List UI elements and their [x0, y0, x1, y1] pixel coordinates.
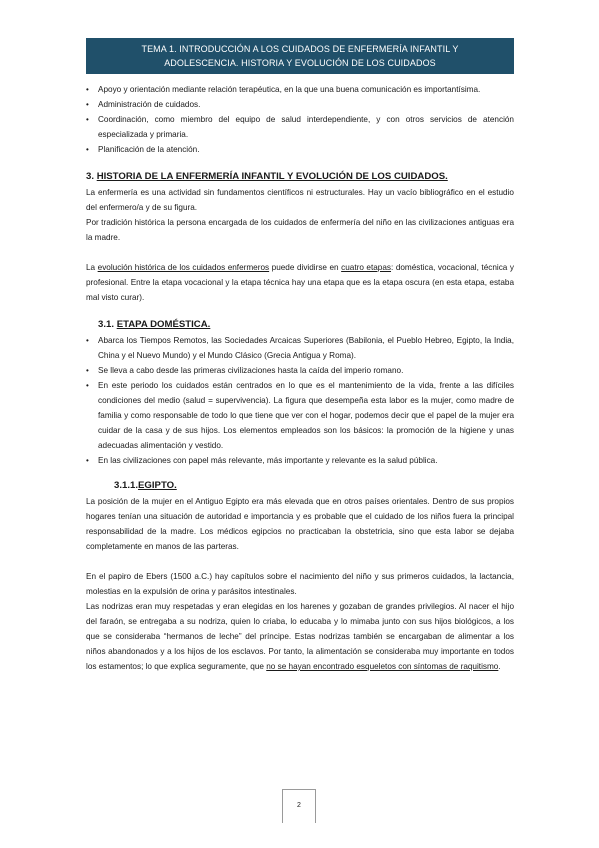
- section-3-1-1-paragraph-3: [86, 599, 514, 674]
- paragraph-text: La: [86, 263, 98, 272]
- list-item-text: Apoyo y orientación mediante relación terapéutica, en la que una buena comunicación es importantísima.: [98, 85, 481, 94]
- bullet-icon: •: [86, 85, 89, 94]
- bullet-icon: •: [86, 115, 89, 124]
- header-title-line-2: ADOLESCENCIA. HISTORIA Y EVOLUCIÓN DE LOS CUIDADOS: [164, 58, 436, 68]
- list-item: [86, 378, 514, 453]
- list-item-text: Planificación de la atención.: [98, 145, 200, 154]
- section-3-1-heading: [86, 317, 514, 333]
- section-3-1-1-title: EGIPTO.: [138, 480, 177, 491]
- paragraph-text: puede dividirse en: [269, 263, 342, 272]
- list-item-text: Se lleva a cabo desde las primeras civilizaciones hasta la caída del imperio romano.: [98, 366, 404, 375]
- paragraph-text: : doméstica, vocacional, técnica y profesional. Entre la etapa vocacional y la etapa técnica hay una etapa que es la etapa oscura (en esta etapa, estaba mal visto curar).: [86, 263, 514, 302]
- bullet-icon: •: [86, 366, 89, 375]
- list-item-text: Abarca los Tiempos Remotos, las Sociedades Arcaicas Superiores (Babilonia, el Pueblo Hebreo, Egipto, la India, China y el Nuevo Mundo) y el Mundo Clásico (Grecia Antigua y Roma).: [98, 336, 514, 360]
- list-item: [86, 142, 514, 157]
- section-3-title: HISTORIA DE LA ENFERMERÍA INFANTIL Y EVOLUCIÓN DE LOS CUIDADOS.: [96, 171, 448, 182]
- underlined-text: no se hayan encontrado esqueletos con síntomas de raquitismo: [266, 662, 499, 671]
- bullet-icon: •: [86, 100, 89, 109]
- bullet-icon: •: [86, 336, 89, 345]
- list-item: [86, 363, 514, 378]
- document-header-banner: [86, 38, 514, 74]
- document-body: [86, 82, 514, 674]
- section-3-1-1-number: 3.1.1.: [114, 480, 139, 491]
- header-title-line-1: TEMA 1. INTRODUCCIÓN A LOS CUIDADOS DE ENFERMERÍA INFANTIL Y: [141, 44, 459, 54]
- paragraph-text: Las nodrizas eran muy respetadas y eran elegidas en los harenes y gozaban de grandes privilegios. Al nacer el hijo del faraón, se entregaba a su nodriza, quien lo criaba, lo educaba y lo mimaba junto con sus hijos biológicos, a los que se consideraba “hermanos de leche” del príncipe. Estas nodrizas también se encargaban de alimentar a los niños abandonados y a los hijos de los esclavos. Por tanto, la alimentación se consideraba muy importante en todos los estamentos; lo que explica seguramente, que: [86, 602, 514, 671]
- underlined-text: cuatro etapas: [341, 263, 392, 272]
- section-3-1-1-paragraph-1: La posición de la mujer en el Antiguo Egipto era más elevada que en otros países orientales. Dentro de sus propios hogares tenían una situación de autoridad e importancia y es probable que el cuidado de los niños fuera la principal responsabilidad de la madre. Los médicos egipcios no practicaban la obstetricia, sino que esta labor se dejaba completamente en manos de las parteras.: [86, 497, 514, 551]
- section-3-paragraph-3: [86, 260, 514, 305]
- intro-bullet-list: [86, 82, 514, 157]
- list-item: [86, 97, 514, 112]
- section-3-1-1-paragraph-2: En el papiro de Ebers (1500 a.C.) hay capítulos sobre el nacimiento del niño y sus primeros cuidados, la lactancia, molestias en la expulsión de orina y parásitos intestinales.: [86, 572, 514, 596]
- page-number-box: [282, 789, 316, 823]
- list-item-text: Coordinación, como miembro del equipo de salud interdependiente, y con otros servicios de atención especializada y primaria.: [98, 115, 514, 139]
- list-item: [86, 82, 514, 97]
- section-3-paragraph-1: La enfermería es una actividad sin fundamentos científicos ni estructurales. Hay un vacío bibliográfico en el estudio del enfermero/a y de su figura.: [86, 188, 514, 212]
- list-item-text: En este periodo los cuidados están centrados en lo que es el mantenimiento de la vida, frente a las difíciles condiciones del medio (salud = supervivencia). La figura que desempeña esta labor es la mujer, como madre de familia y como responsable de todo lo que tiene que ver con el hogar, podemos decir que el papel de la mujer era cuidar de la casa y de sus hijos. Los elementos empleados son los básicos: la promoción de la higiene y unas adecuadas alimentación y vestido.: [98, 381, 514, 450]
- paragraph-text: .: [498, 662, 501, 671]
- bullet-icon: •: [86, 456, 89, 465]
- spacer: [86, 554, 514, 569]
- list-item-text: Administración de cuidados.: [98, 100, 201, 109]
- bullet-icon: •: [86, 381, 89, 390]
- list-item: [86, 112, 514, 142]
- list-item: [86, 333, 514, 363]
- section-3-1-title: ETAPA DOMÉSTICA.: [116, 319, 211, 330]
- page-number: 2: [297, 802, 301, 809]
- list-item: [86, 453, 514, 468]
- bullet-icon: •: [86, 145, 89, 154]
- section-3-1-number: 3.1.: [98, 319, 115, 330]
- section-3-paragraph-2: Por tradición histórica la persona encargada de los cuidados de enfermería del niño en las civilizaciones antiguas era la madre.: [86, 218, 514, 242]
- list-item-text: En las civilizaciones con papel más relevante, más importante y relevante es la salud pública.: [98, 456, 438, 465]
- section-3-heading: [86, 169, 514, 185]
- section-3-1-1-heading: [86, 478, 514, 494]
- underlined-text: evolución histórica de los cuidados enfermeros: [97, 263, 270, 272]
- spacer: [86, 245, 514, 260]
- section-3-number: 3.: [86, 171, 95, 182]
- section-3-1-bullet-list: [86, 333, 514, 468]
